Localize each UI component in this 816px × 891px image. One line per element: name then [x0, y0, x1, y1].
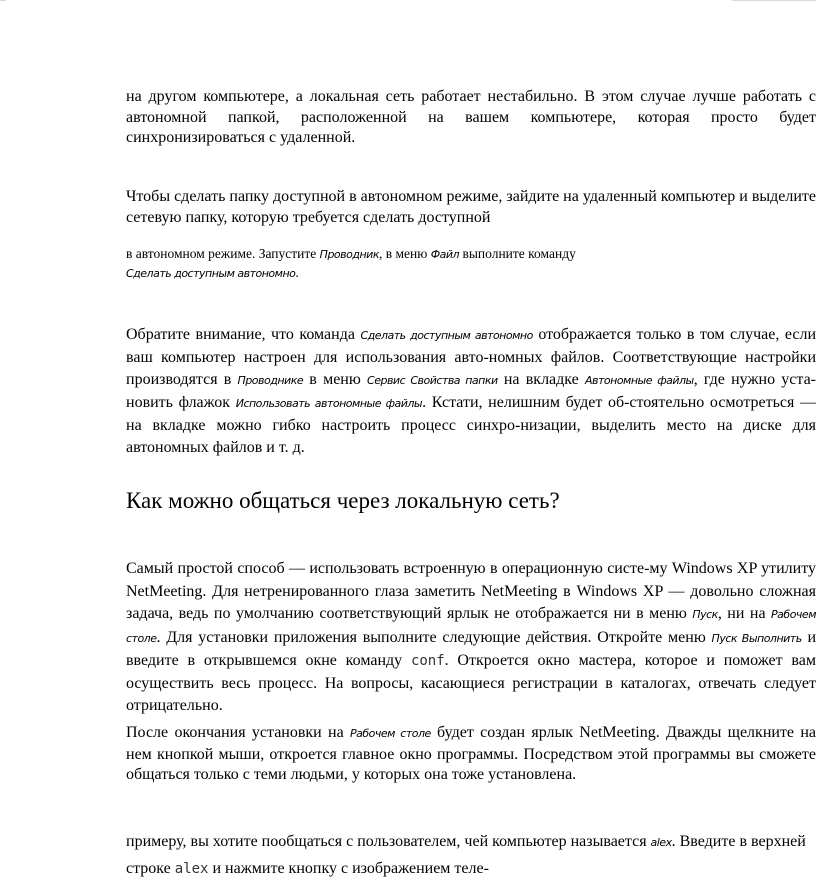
- paragraph-offline-intro: на другом компьютере, а локальная сеть работает нестабильно. В этом случае лучше работать с автономной папкой, расположенной на вашем компьютере, которая просто будет синхронизироваться с удаленной.: [126, 88, 816, 146]
- text: После окончания установки на: [126, 724, 351, 741]
- offline-files-tab: Автономные файлы: [584, 374, 694, 387]
- text: Самый простой способ — использовать встроенную в операционную систе-му Windows XP утилиту NetMeeting. Для нетренированного глаза заметить NetMeeting в Windows XP — довольно сложная задача, ведь по умолчанию соответствующий ярлык не отображается ни в меню: [126, 560, 816, 622]
- desktop-term: Рабочем столе: [350, 727, 431, 740]
- use-offline-files-flag: Использовать автономные файлы: [235, 397, 423, 410]
- paragraph-make-available: Чтобы сделать папку доступной в автономном режиме, зайдите на удаленный компьютер и выделите сетевую папку, которую требуется сделать доступной: [126, 188, 816, 226]
- section-heading: Как можно общаться через локальную сеть?: [126, 488, 560, 513]
- paragraph-example-alex: [126, 829, 816, 882]
- make-offline-command: Сделать доступным автономно: [126, 267, 296, 280]
- top-border-right: [732, 0, 816, 1]
- explorer-term: Проводник: [319, 248, 379, 261]
- text: . Для установки приложения выполните следующие действия. Откройте меню: [156, 628, 712, 646]
- text: , в меню: [378, 246, 431, 261]
- text: в меню: [303, 371, 368, 388]
- text: примеру, вы хотите пообщаться с пользователем, чей компьютер называется: [126, 833, 651, 850]
- text: . Кстати, нелишним будет об-стоятельно осмотреться — на вкладке можно гибко настроить процесс синхро-низации, выделить место на диске для автономных файлов и т. д.: [126, 394, 816, 456]
- start-run-term: Пуск Выполнить: [711, 631, 802, 645]
- explorer-term: Проводнике: [237, 374, 304, 387]
- text: в автономном режиме. Запустите: [126, 246, 320, 261]
- text: , ни на: [717, 605, 772, 622]
- text: и нажмите кнопку с изображением теле-: [208, 860, 489, 877]
- start-menu-term: Пуск: [692, 608, 718, 621]
- paragraph-offline-settings: [126, 324, 816, 459]
- paragraph-after-install: [126, 723, 816, 786]
- text: на вкладке: [497, 371, 585, 388]
- text: будет создан ярлык NetMeeting. Дважды щелкните на нем кнопкой мыши, откроется главное окно программы. Посредством этой программы вы сможете общаться только с теми людьми, у которых она тоже установлена.: [126, 724, 816, 783]
- top-border-left: [0, 0, 6, 1]
- text: , где нужно уста-новить флажок: [126, 371, 816, 411]
- file-menu-term: Файл: [430, 248, 460, 261]
- text: Обратите внимание, что команда: [126, 326, 361, 343]
- paragraph-run-explorer: [126, 245, 816, 283]
- text: выполните команду: [459, 246, 576, 261]
- alex-input-text: alex: [174, 861, 209, 877]
- alex-name: alex: [650, 836, 672, 849]
- text: и введите в открывшемся окне команду: [126, 628, 816, 669]
- desktop-term: Рабочем столе: [126, 608, 816, 645]
- make-offline-command: Сделать доступным автономно: [360, 329, 533, 342]
- folder-options-menu: Сервис Свойства папки: [367, 374, 498, 387]
- text: . Откроется окно мастера, которое и поможет вам осуществить весь процесс. На вопросы, касающиеся регистрации в каталогах, отвечать следует отрицательно.: [126, 652, 816, 714]
- paragraph-netmeeting: [126, 558, 816, 718]
- text: .: [295, 265, 299, 280]
- text: отображается только в том случае, если ваш компьютер настроен для использования авто-номных файлов. Соответствующие настройки производятся в: [126, 326, 816, 388]
- conf-command: conf: [410, 653, 445, 669]
- text: . Введите в верхней строке: [126, 833, 806, 877]
